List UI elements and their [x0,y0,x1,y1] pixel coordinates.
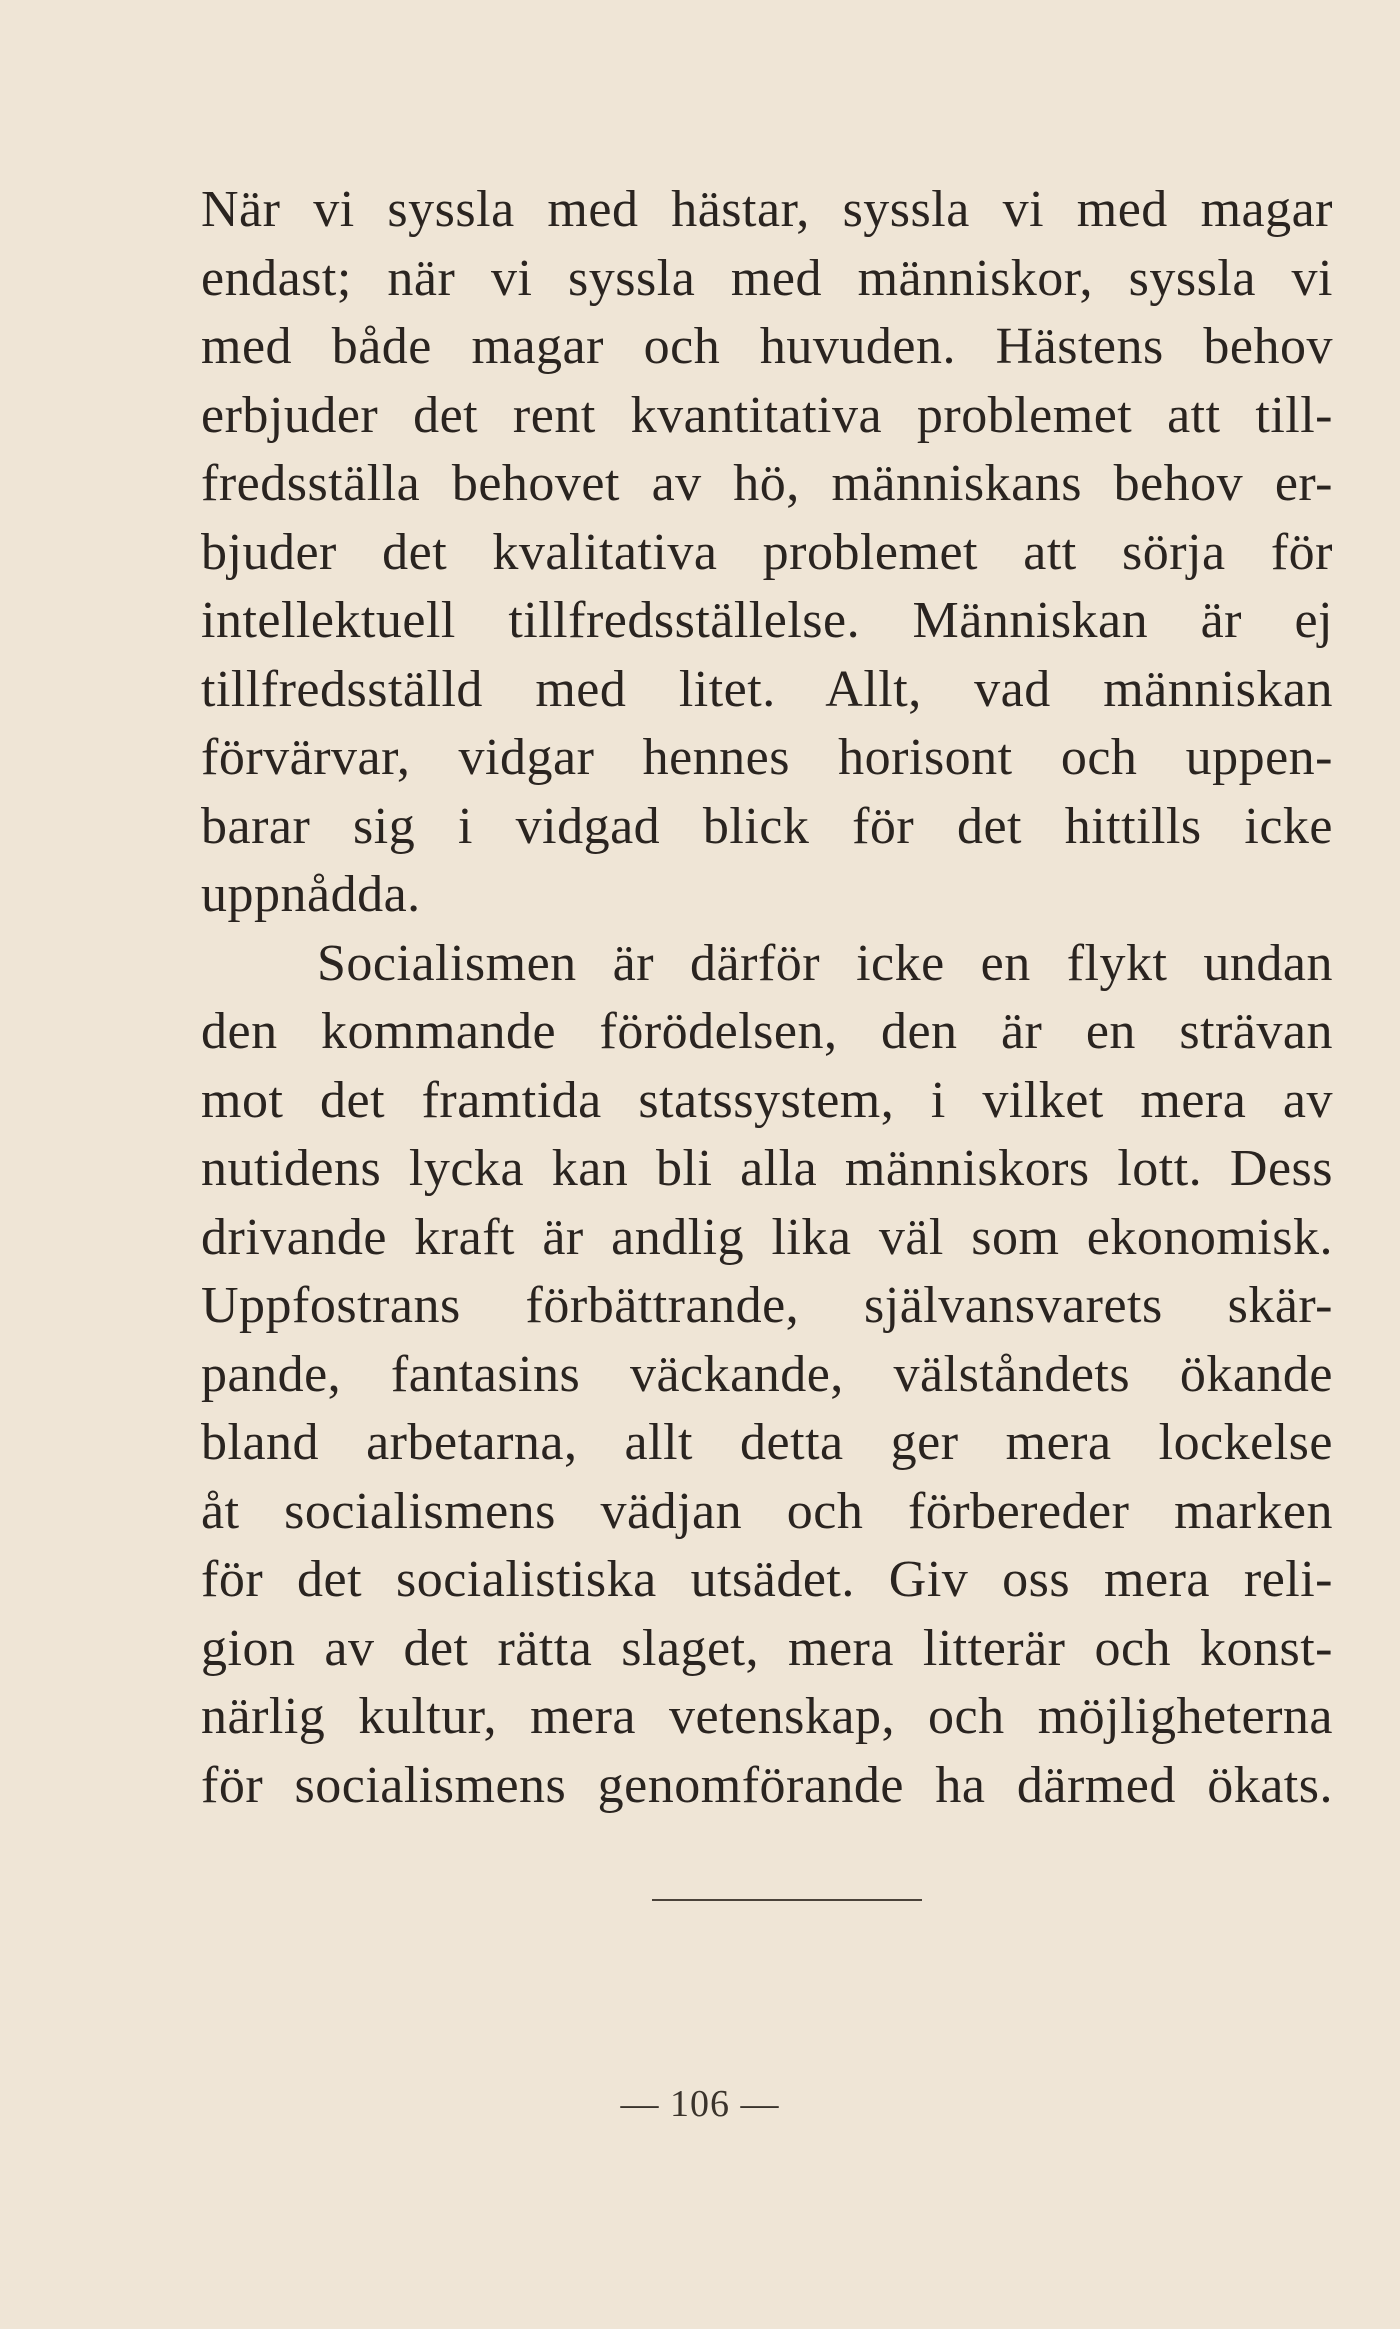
text-line: uppnådda. [201,866,421,923]
text-line: förvärvar, vidgar hennes horisont och uppen- [201,729,1333,786]
text-line: den kommande förödelsen, den är en strävan [201,1003,1333,1060]
text-line: bjuder det kvalitativa problemet att sörja för [201,523,1333,581]
text-line: erbjuder det rent kvantitativa problemet att till- [201,386,1333,444]
text-line: drivande kraft är andlig lika väl som ekonomisk. [201,1208,1333,1266]
text-line: endast; när vi syssla med människor, syssla vi [201,249,1333,307]
text-line: tillfredsställd med litet. Allt, vad människan [201,660,1333,718]
text-line: Socialismen är därför icke en flykt undan [317,934,1333,992]
text-line: När vi syssla med hästar, syssla vi med magar [201,181,1333,238]
section-divider [652,1899,922,1901]
body-text [201,176,1333,1820]
text-line: nutidens lycka kan bli alla människors lott. Dess [201,1140,1333,1197]
text-line: intellektuell tillfredsställelse. Människan är ej [201,592,1333,649]
text-line: för det socialistiska utsädet. Giv oss mera reli- [201,1551,1333,1608]
text-line: åt socialismens vädjan och förbereder marken [201,1482,1333,1540]
paragraph-1 [201,176,1333,930]
text-line: mot det framtida statssystem, i vilket mera av [201,1071,1333,1129]
text-line: med både magar och huvuden. Hästens behov [201,318,1333,375]
text-line: pande, fantasins väckande, välståndets ökande [201,1345,1333,1403]
paragraph-2 [201,930,1333,1821]
text-line: för socialismens genomförande ha därmed ökats. [201,1756,1333,1814]
text-line: närlig kultur, mera vetenskap, och möjligheterna [201,1688,1333,1745]
text-line: gion av det rätta slaget, mera litterär och konst- [201,1619,1333,1677]
text-line: Uppfostrans förbättrande, självansvarets skär- [201,1277,1333,1334]
text-line: bland arbetarna, allt detta ger mera lockelse [201,1414,1333,1471]
text-line: fredsställa behovet av hö, människans behov er- [201,455,1333,512]
page-number: — 106 — [620,2083,780,2125]
text-line: barar sig i vidgad blick för det hittills icke [201,797,1333,855]
